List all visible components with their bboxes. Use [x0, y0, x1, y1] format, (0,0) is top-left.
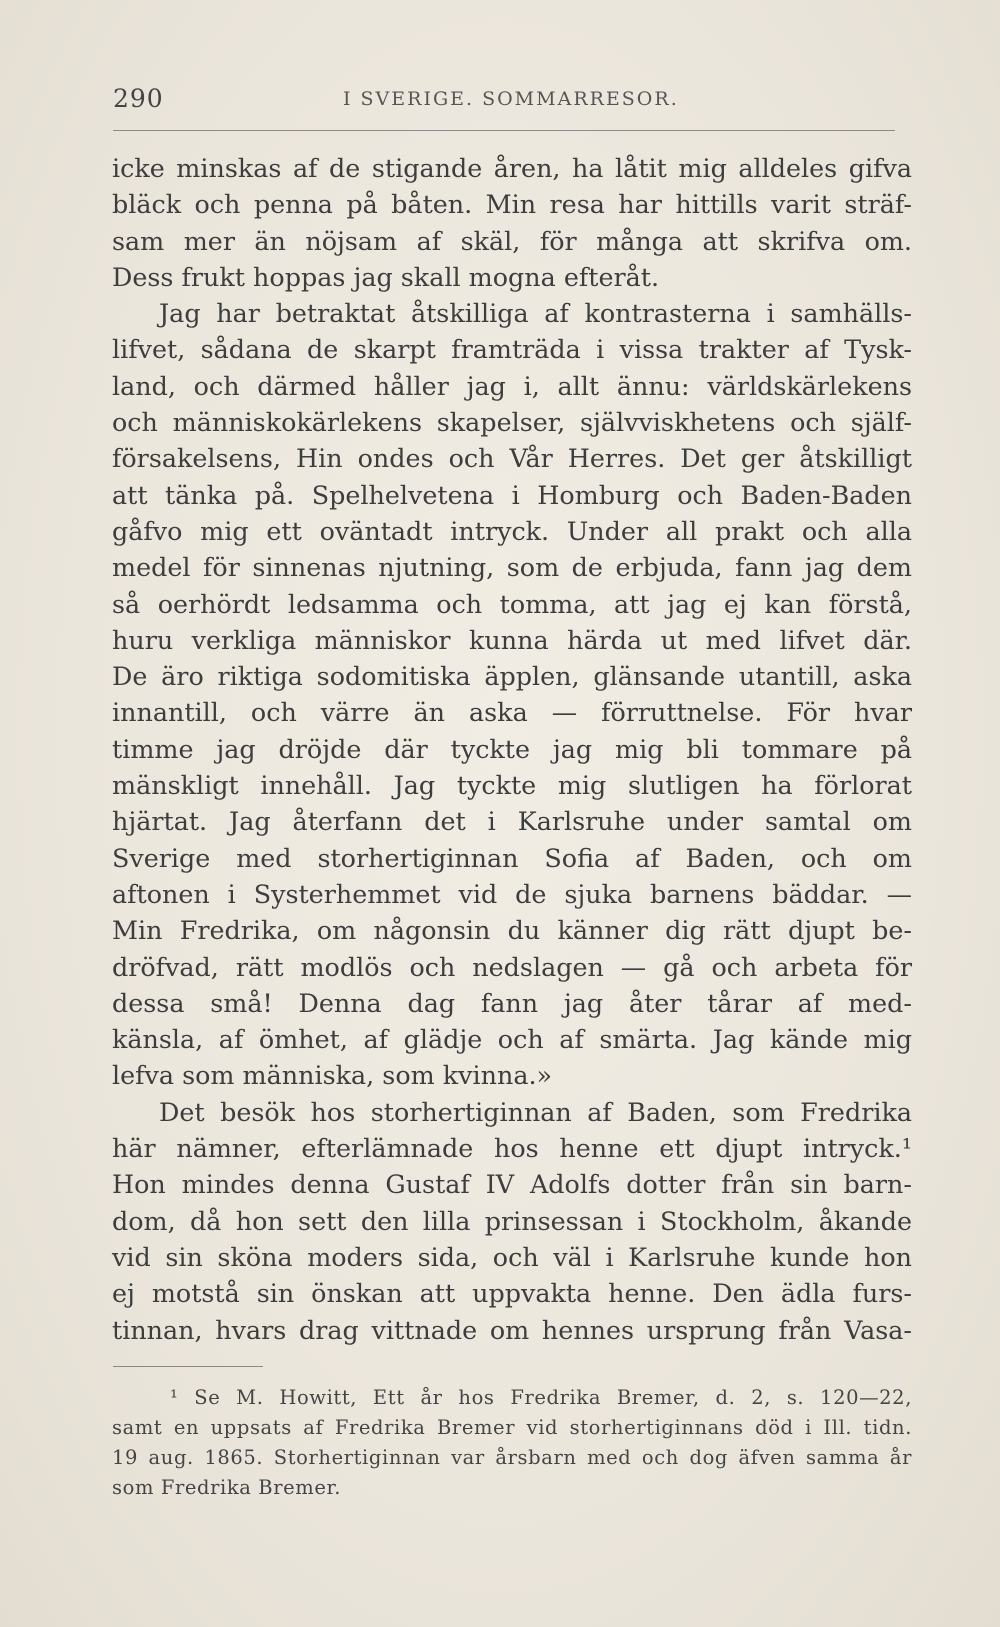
text-line: timme jag dröjde där tyckte jag mig bli tommare på [112, 733, 912, 764]
running-head: I SVERIGE. SOMMARRESOR. [343, 88, 679, 110]
footnote-line: samt en uppsats af Fredrika Bremer vid storhertiginnans död i Ill. tidn. [112, 1416, 912, 1439]
footnote-line: som Fredrika Bremer. [112, 1476, 342, 1499]
text-line: så oerhördt ledsamma och tomma, att jag ej kan förstå, [112, 588, 912, 619]
text-line: mänskligt innehåll. Jag tyckte mig slutligen ha förlorat [112, 770, 912, 801]
text-line: vid sin sköna moders sida, och väl i Karlsruhe kunde hon [112, 1241, 912, 1272]
text-line: sam mer än nöjsam af skäl, för många att skrifva om. [112, 225, 912, 256]
text-line: försakelsens, Hin ondes och Vår Herres. Det ger åtskilligt [112, 443, 912, 474]
text-line: lifvet, sådana de skarpt framträda i vissa trakter af Tysk- [112, 334, 912, 365]
text-line: lefva som människa, som kvinna.» [112, 1060, 553, 1091]
text-line: Det besök hos storhertiginnan af Baden, som Fredrika [159, 1096, 912, 1127]
text-line: dröfvad, rätt modlös och nedslagen — gå och arbeta för [112, 951, 912, 982]
footnote-line: ¹ Se M. Howitt, Ett år hos Fredrika Bremer, d. 2, s. 120—22, [170, 1386, 912, 1409]
text-line: här nämner, efterlämnade hos henne ett djupt intryck.¹ [112, 1133, 912, 1164]
text-line: ej motstå sin önskan att uppvakta henne. Den ädla furs- [112, 1278, 912, 1309]
page-header [113, 84, 895, 124]
text-line: och människokärlekens skapelser, självviskhetens och själf- [112, 407, 912, 438]
footnote-line: 19 aug. 1865. Storhertiginnan var årsbarn med och dog äfven samma år [112, 1446, 912, 1469]
header-rule [113, 130, 895, 131]
footnotes [112, 1383, 912, 1503]
text-line: bläck och penna på båten. Min resa har hittills varit sträf- [112, 189, 912, 220]
footnote-rule [113, 1366, 263, 1367]
text-line: innantill, och värre än aska — förruttnelse. För hvar [112, 697, 912, 728]
text-line: aftonen i Systerhemmet vid de sjuka barnens bäddar. — [112, 878, 912, 909]
text-line: land, och därmed håller jag i, allt ännu: världskärlekens [112, 370, 912, 401]
text-line: känsla, af ömhet, af glädje och af smärta. Jag kände mig [112, 1024, 912, 1055]
text-line: medel för sinnenas njutning, som de erbjuda, fann jag dem [112, 552, 912, 583]
body-text [112, 150, 912, 1348]
text-line: att tänka på. Spelhelvetena i Homburg och Baden-Baden [112, 479, 912, 510]
text-line: Min Fredrika, om någonsin du känner dig rätt djupt be- [112, 915, 912, 946]
text-line: De äro riktiga sodomitiska äpplen, glänsande utantill, aska [112, 661, 912, 692]
text-line: icke minskas af de stigande åren, ha låtit mig alldeles gifva [112, 153, 912, 183]
text-line: Hon mindes denna Gustaf IV Adolfs dotter från sin barn- [112, 1169, 912, 1200]
text-line: Dess frukt hoppas jag skall mogna efteråt. [112, 261, 660, 292]
text-line: dom, då hon sett den lilla prinsessan i Stockholm, åkande [112, 1205, 912, 1236]
text-line: huru verkliga människor kunna härda ut med lifvet där. [112, 624, 912, 655]
text-line: tinnan, hvars drag vittnade om hennes ursprung från Vasa- [112, 1314, 912, 1345]
text-line: Jag har betraktat åtskilliga af kontrasterna i samhälls- [159, 298, 912, 329]
page-number: 290 [113, 84, 164, 113]
text-line: dessa små! Denna dag fann jag åter tårar af med- [112, 987, 912, 1018]
text-line: gåfvo mig ett oväntadt intryck. Under all prakt och alla [112, 515, 912, 546]
text-line: hjärtat. Jag återfann det i Karlsruhe under samtal om [112, 806, 912, 837]
text-line: Sverige med storhertiginnan Sofia af Baden, och om [112, 842, 912, 873]
